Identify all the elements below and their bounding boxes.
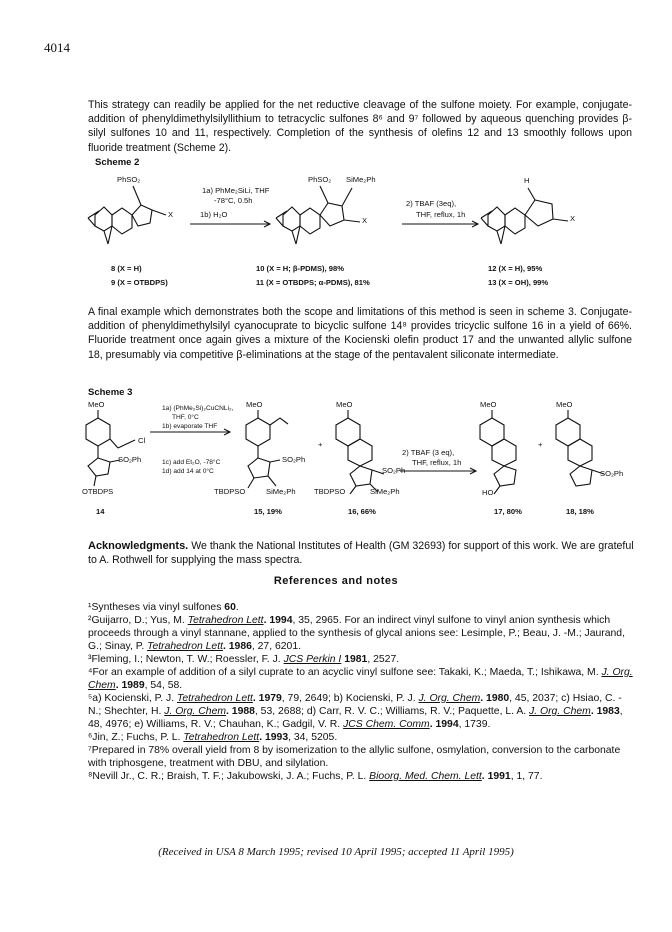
s2-prod-x: X xyxy=(570,214,576,223)
compound-14-caption: 14 xyxy=(96,507,105,516)
compound-9-caption: 9 (X = OTBDPS) xyxy=(111,278,168,287)
page-number: 4014 xyxy=(44,40,70,55)
compound-13-caption: 13 (X = OH), 99% xyxy=(488,278,549,287)
reference-4: ⁴For an example of addition of a silyl cuprate to an acyclic vinyl sulfone see: Takaki, K.; Maeda, T.; Ishikawa, M. J. Org. Chem. 1989, 54, 58. xyxy=(88,667,633,691)
s2-prod-h: H xyxy=(524,176,530,185)
compound-18-caption: 18, 18% xyxy=(566,507,594,516)
scheme-2-label: Scheme 2 xyxy=(95,157,140,168)
s3-16-sime2ph: SiMe₂Ph xyxy=(370,487,400,496)
ack-heading: Acknowledgments. xyxy=(88,540,189,552)
s3-17-ho: HO xyxy=(482,488,494,497)
s3-step2-conditions: THF, reflux, 1h xyxy=(412,458,462,467)
scheme-3-label: Scheme 3 xyxy=(88,387,133,398)
reference-1: ¹Syntheses via vinyl sulfones 60. xyxy=(88,602,239,613)
s2-step2-conditions: THF, reflux, 1h xyxy=(416,210,466,219)
structure-18 xyxy=(556,410,604,486)
references-list xyxy=(88,601,634,783)
s2-step1-quench: 1b) H₂O xyxy=(200,210,228,219)
acknowledgments xyxy=(88,540,634,568)
s3-17-meo: MeO xyxy=(480,400,497,409)
s2-sm-sulfonyl: PhSO₂ xyxy=(117,175,141,184)
compound-17-caption: 17, 80% xyxy=(494,507,522,516)
compound-15-caption: 15, 19% xyxy=(254,507,282,516)
s3-14-so2ph: SO₂Ph xyxy=(118,455,142,464)
s3-reagent-1a: 1a) (PhMe₂Si)₂CuCNLi₂, xyxy=(162,405,234,412)
compound-16-caption: 16, 66% xyxy=(348,507,376,516)
s3-16-meo: MeO xyxy=(336,400,353,409)
references-title: References and notes xyxy=(273,575,399,587)
structure-17 xyxy=(480,410,516,494)
middle-paragraph: A final example which demonstrates both the scope and limitations of this method is seen in scheme 3. Conjugate-addition of phenyldimethylsilyl cyanocuprate to bicyclic sulfone 14⁸ provides tricyclic sulfone 16 in a yield of 66%. Fluoride treatment once again gives a mixture of the Kocienski olefin product 17 and the unwanted allylic sulfone 18, presumably via competitive β-eliminations at the stage of the pentavalent siliconate intermediate. xyxy=(88,306,632,361)
s2-int-sulfonyl: PhSO₂ xyxy=(308,175,332,184)
s2-step1-conditions: -78°C, 0.5h xyxy=(214,196,253,205)
s2-int-x: X xyxy=(362,216,368,225)
s3-reagent-1b: 1b) evaporate THF xyxy=(162,423,218,430)
s3-16-so2ph: SO₂Ph xyxy=(382,466,406,475)
reference-3: ³Fleming, I.; Newton, T. W.; Roessler, F. J. JCS Perkin I 1981, 2527. xyxy=(88,654,400,665)
s2-step1-reagent: 1a) PhMe₂SiLi, THF xyxy=(202,186,270,195)
structure-16 xyxy=(336,410,384,494)
compound-8-caption: 8 (X = H) xyxy=(111,264,142,273)
s3-reagent-1a-cond: THF, 0°C xyxy=(172,414,199,421)
s3-reagent-1d: 1d) add 14 at 0°C xyxy=(162,468,214,475)
ack-text: We thank the National Institutes of Health (GM 32693) for support of this work. We are grateful to A. Rothwell for supplying the mass spectra. xyxy=(88,540,634,566)
s3-14-meo: MeO xyxy=(88,400,105,409)
s2-step2-reagent: 2) TBAF (3eq), xyxy=(406,199,457,208)
s3-18-meo: MeO xyxy=(556,400,573,409)
s3-15-tbdpso: TBDPSO xyxy=(214,487,246,496)
s3-plus-2: + xyxy=(538,440,543,449)
s3-14-otbdps: OTBDPS xyxy=(82,487,114,496)
reference-7: ⁷Prepared in 78% overall yield from 8 by isomerization to the allylic sulfone, osmylation, conversion to the carbonate with triphosgene, treatment with DBU, and silylation. xyxy=(88,745,621,769)
s3-reagent-1c: 1c) add Et₂O, -78°C xyxy=(162,459,221,466)
reference-6: ⁶Jin, Z.; Fuchs, P. L. Tetrahedron Lett. 1993, 34, 5205. xyxy=(88,732,338,743)
reference-5: ⁵a) Kocienski, P. J. Tetrahedron Lett. 1979, 79, 2649; b) Kocienski, P. J. J. Org. Chem. 1980, 45, 2037; c) Hsiao, C. -N.; Shechter, H. J. Org. Chem. 1988, 53, 2688; d) Carr, R. V. C.; Williams, R. V.; Paquette, L. A. J. Org. Chem. 1983, 48, 4976; e) Williams, R. V.; Chauhan, K.; Gadgil, V. R. JCS Chem. Comm. 1994, 1739. xyxy=(88,693,623,730)
structure-14 xyxy=(86,410,135,486)
s3-16-tbdpso: TBDPSO xyxy=(314,487,346,496)
compound-10-caption: 10 (X = H; β-PDMS), 98% xyxy=(256,264,344,273)
compound-12-caption: 12 (X = H), 95% xyxy=(488,264,543,273)
s3-step2-reagent: 2) TBAF (3 eq), xyxy=(402,448,455,457)
reference-2: ²Guijarro, D.; Yus, M. Tetrahedron Lett. 1994, 35, 2965. For an indirect vinyl sulfone to vinyl anion synthesis which proceeds through a vinyl stannane, applied to the synthesis of glycal anions see: Lesimple, P.; Beau, J. -M.; Jaurand, G.; Sinay, P. Tetrahedron Lett. 1986, 27, 6201. xyxy=(88,615,625,652)
reference-8: ⁸Nevill Jr., C. R.; Braish, T. F.; Jakubowski, J. A.; Fuchs, P. L. Bioorg. Med. Chem. Lett. 1991, 1, 77. xyxy=(88,771,543,782)
s3-15-so2ph: SO₂Ph xyxy=(282,455,306,464)
structure-15 xyxy=(246,410,288,488)
s3-15-sime2ph: SiMe₂Ph xyxy=(266,487,296,496)
intro-paragraph: This strategy can readily be applied for the net reductive cleavage of the sulfone moiety. For example, conjugate-addition of phenyldimethylsilyllithium to tetracyclic sulfones 8⁶ and 9⁷ followed by aqueous quenching provides β-silyl sulfones 10 and 11, respectively. Completion of the synthesis of olefins 12 and 13 smoothly follows upon fluoride treatment (Scheme 2). xyxy=(88,99,632,154)
received-dates: (Received in USA 8 March 1995; revised 10 April 1995; accepted 11 April 1995) xyxy=(158,846,514,858)
s2-int-silyl: SiMe₂Ph xyxy=(346,175,376,184)
s3-15-meo: MeO xyxy=(246,400,263,409)
s3-18-so2ph: SO₂Ph xyxy=(600,469,624,478)
s2-sm-x: X xyxy=(168,210,174,219)
s3-14-cl: Cl xyxy=(138,436,146,445)
s3-plus-1: + xyxy=(318,440,323,449)
compound-11-caption: 11 (X = OTBDPS; α-PDMS), 81% xyxy=(256,278,370,287)
